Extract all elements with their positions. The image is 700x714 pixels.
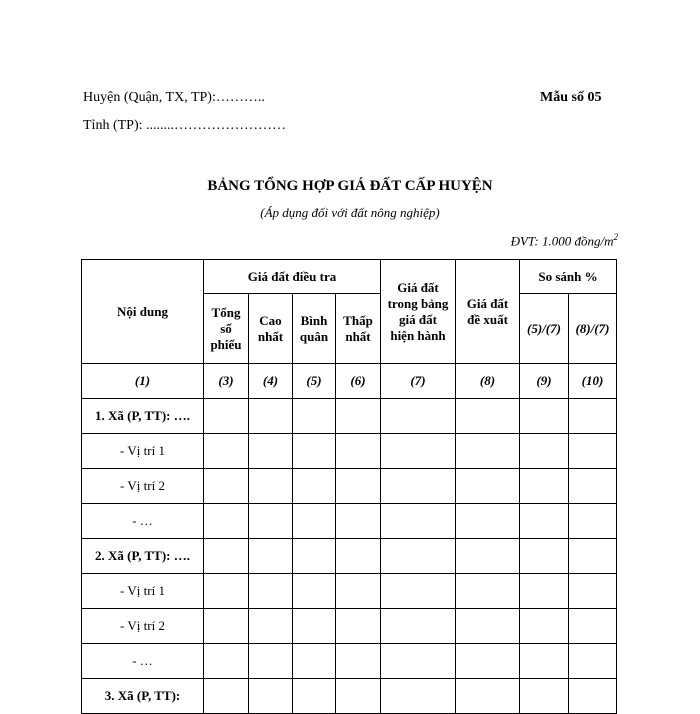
empty-cell[interactable]: [293, 539, 336, 574]
header-highest: [249, 294, 293, 364]
header-average-line: quân: [299, 328, 329, 344]
empty-cell[interactable]: [456, 504, 520, 539]
empty-cell[interactable]: [381, 469, 456, 504]
header-lowest-line: Thấp: [343, 312, 373, 328]
empty-cell[interactable]: [249, 539, 293, 574]
empty-cell[interactable]: [204, 469, 249, 504]
empty-cell[interactable]: [204, 434, 249, 469]
empty-cell[interactable]: [381, 434, 456, 469]
empty-cell[interactable]: [456, 469, 520, 504]
row-label: - …: [82, 504, 204, 539]
empty-cell[interactable]: [249, 434, 293, 469]
document-subtitle: (Áp dụng đối với đất nông nghiệp): [260, 205, 440, 220]
empty-cell[interactable]: [381, 644, 456, 679]
header-current-price: [381, 260, 456, 364]
empty-cell[interactable]: [249, 679, 293, 714]
empty-cell[interactable]: [381, 679, 456, 714]
table-row: [82, 469, 617, 504]
empty-cell[interactable]: [293, 469, 336, 504]
column-number: (4): [249, 364, 293, 399]
column-number-row: [82, 364, 617, 399]
empty-cell[interactable]: [293, 609, 336, 644]
column-number: (10): [569, 364, 617, 399]
header-current-price-line: giá đất: [399, 311, 437, 327]
empty-cell[interactable]: [336, 679, 381, 714]
header-proposed-price-line: Giá đất: [466, 295, 509, 311]
empty-cell[interactable]: [336, 504, 381, 539]
unit-text: ĐVT: 1.000 đồng/m: [510, 233, 614, 249]
empty-cell[interactable]: [381, 609, 456, 644]
row-label: 1. Xã (P, TT): ….: [82, 399, 204, 434]
empty-cell[interactable]: [520, 574, 569, 609]
column-number: (5): [293, 364, 336, 399]
header-current-price-line: Giá đất: [397, 279, 439, 295]
header-total-forms: [204, 294, 249, 364]
header-lowest: [336, 294, 381, 364]
row-label: 3. Xã (P, TT):: [82, 679, 204, 714]
unit-superscript: 2: [613, 232, 618, 242]
empty-cell[interactable]: [520, 469, 569, 504]
empty-cell[interactable]: [204, 644, 249, 679]
column-number: (3): [204, 364, 249, 399]
empty-cell[interactable]: [569, 469, 617, 504]
empty-cell[interactable]: [336, 609, 381, 644]
district-label: Huyện (Quận, TX, TP):………..: [83, 90, 265, 105]
empty-cell[interactable]: [520, 539, 569, 574]
empty-cell[interactable]: [293, 644, 336, 679]
header-total-forms-line: số: [220, 320, 232, 336]
table-row: [82, 644, 617, 679]
document-title: BẢNG TỔNG HỢP GIÁ ĐẤT CẤP HUYỆN: [207, 178, 493, 194]
price-summary-table: [81, 259, 617, 714]
empty-cell[interactable]: [456, 644, 520, 679]
empty-cell[interactable]: [381, 539, 456, 574]
header-proposed-price-line: đề xuất: [467, 311, 508, 327]
header-current-price-line: hiện hành: [390, 327, 446, 343]
header-content: Nội dung: [82, 260, 204, 364]
empty-cell[interactable]: [249, 644, 293, 679]
empty-cell[interactable]: [293, 679, 336, 714]
empty-cell[interactable]: [456, 679, 520, 714]
table-row: [82, 399, 617, 434]
empty-cell[interactable]: [293, 504, 336, 539]
empty-cell[interactable]: [204, 539, 249, 574]
empty-cell[interactable]: [569, 574, 617, 609]
empty-cell[interactable]: [336, 644, 381, 679]
row-label: - Vị trí 2: [82, 469, 204, 504]
header-survey-price: Giá đất điều tra: [204, 260, 381, 294]
column-number: (9): [520, 364, 569, 399]
header-current-price-line: trong bảng: [387, 295, 449, 311]
empty-cell[interactable]: [569, 539, 617, 574]
empty-cell[interactable]: [204, 609, 249, 644]
empty-cell[interactable]: [249, 469, 293, 504]
column-number: (7): [381, 364, 456, 399]
header-total-forms-line: Tổng: [211, 304, 241, 320]
empty-cell[interactable]: [520, 504, 569, 539]
empty-cell[interactable]: [456, 434, 520, 469]
empty-cell[interactable]: [520, 399, 569, 434]
empty-cell[interactable]: [336, 399, 381, 434]
empty-cell[interactable]: [204, 504, 249, 539]
unit-label: [511, 232, 618, 249]
empty-cell[interactable]: [381, 574, 456, 609]
empty-cell[interactable]: [293, 434, 336, 469]
table-row: [82, 539, 617, 574]
empty-cell[interactable]: [336, 574, 381, 609]
row-label: 2. Xã (P, TT): ….: [82, 539, 204, 574]
empty-cell[interactable]: [456, 574, 520, 609]
empty-cell[interactable]: [569, 644, 617, 679]
empty-cell[interactable]: [336, 539, 381, 574]
empty-cell[interactable]: [249, 609, 293, 644]
empty-cell[interactable]: [204, 574, 249, 609]
header-highest-line: nhất: [257, 328, 284, 344]
header-proposed-price: [456, 260, 520, 364]
empty-cell[interactable]: [381, 399, 456, 434]
empty-cell[interactable]: [456, 539, 520, 574]
table-row: [82, 679, 617, 714]
column-number: (6): [336, 364, 381, 399]
empty-cell[interactable]: [520, 609, 569, 644]
table-row: [82, 574, 617, 609]
empty-cell[interactable]: [520, 434, 569, 469]
header-comparison: So sánh %: [520, 260, 617, 294]
empty-cell[interactable]: [249, 574, 293, 609]
empty-cell[interactable]: [381, 504, 456, 539]
header-lowest-line: nhất: [345, 328, 371, 344]
empty-cell[interactable]: [520, 679, 569, 714]
empty-cell[interactable]: [569, 399, 617, 434]
table-row: [82, 504, 617, 539]
empty-cell[interactable]: [520, 644, 569, 679]
form-number: Mẫu số 05: [540, 90, 602, 105]
empty-cell[interactable]: [569, 434, 617, 469]
empty-cell[interactable]: [204, 679, 249, 714]
empty-cell[interactable]: [569, 609, 617, 644]
empty-cell[interactable]: [569, 679, 617, 714]
empty-cell[interactable]: [456, 399, 520, 434]
empty-cell[interactable]: [569, 504, 617, 539]
header-ratio-8-7: (8)/(7): [569, 294, 617, 364]
table-row: [82, 434, 617, 469]
empty-cell[interactable]: [204, 399, 249, 434]
row-label: - Vị trí 1: [82, 434, 204, 469]
header-total-forms-line: phiếu: [210, 336, 242, 352]
row-label: - …: [82, 644, 204, 679]
column-number: (1): [82, 364, 204, 399]
empty-cell[interactable]: [293, 399, 336, 434]
empty-cell[interactable]: [249, 399, 293, 434]
header-highest-line: Cao: [259, 312, 282, 328]
row-label: - Vị trí 1: [82, 574, 204, 609]
table-row: [82, 609, 617, 644]
empty-cell[interactable]: [249, 504, 293, 539]
header-average: [293, 294, 336, 364]
column-number: (8): [456, 364, 520, 399]
empty-cell[interactable]: [293, 574, 336, 609]
empty-cell[interactable]: [336, 469, 381, 504]
province-label: Tỉnh (TP): ........……………………: [83, 118, 286, 133]
empty-cell[interactable]: [336, 434, 381, 469]
row-label: - Vị trí 2: [82, 609, 204, 644]
header-average-line: Bình: [300, 312, 328, 328]
empty-cell[interactable]: [456, 609, 520, 644]
header-ratio-5-7: (5)/(7): [520, 294, 569, 364]
